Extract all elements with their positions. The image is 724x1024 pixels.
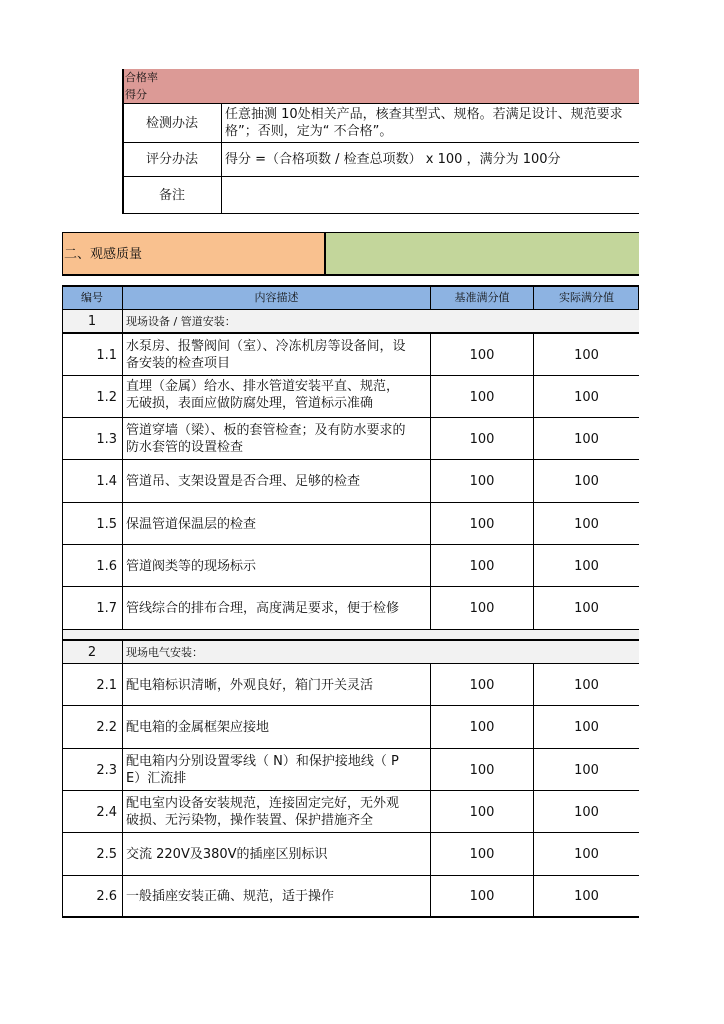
section-title-text: 二、观感质量 — [64, 246, 143, 262]
item-base: 100 — [469, 600, 495, 616]
item-actual: 100 — [574, 677, 599, 693]
item-base: 100 — [469, 474, 495, 489]
item-desc: 直埋（金属）给水、排水管道安装平直、规范，无破损，表面应做防腐处理，管道标示准确 — [126, 379, 400, 411]
grid-h — [62, 459, 639, 460]
item-desc: 水泵房、报警阀间（室）、冷冻机房等设备间，设备安装的检查项目 — [126, 339, 406, 371]
grid-h — [62, 832, 639, 833]
item-desc: 一般插座安装正确、规范，适于操作 — [126, 889, 335, 904]
item-desc: 管道阀类等的现场标示 — [126, 558, 257, 574]
grid-v-desc — [430, 285, 431, 310]
grid-h — [62, 285, 639, 287]
item-base: 100 — [469, 389, 495, 405]
item-actual: 100 — [574, 389, 599, 405]
item-actual: 100 — [574, 474, 599, 489]
group2-title: 现场电气安装： — [126, 645, 203, 659]
grid-h — [62, 639, 639, 641]
scoring-label: 评分办法 — [145, 152, 198, 167]
header-no: 编号 — [81, 291, 103, 304]
item-desc: 配电箱的金属框架应接地 — [126, 720, 270, 735]
grid-v-base — [533, 285, 534, 310]
item-no: 1.1 — [96, 347, 117, 363]
title-border-top — [62, 232, 639, 233]
item-actual: 100 — [574, 600, 599, 616]
item-actual: 100 — [574, 804, 599, 820]
header-actual: 实际满分值 — [559, 291, 614, 304]
title-border-left — [62, 232, 63, 276]
item-actual: 100 — [574, 516, 599, 532]
grid-h — [62, 586, 639, 587]
top-section — [0, 0, 724, 215]
grid-h — [62, 332, 639, 334]
grid-v-no — [122, 639, 123, 918]
grid-h — [62, 790, 639, 791]
item-desc: 交流 220V及380V的插座区别标识 — [126, 847, 328, 862]
group1-no: 1 — [87, 314, 97, 329]
grid-h — [62, 309, 639, 310]
item-base: 100 — [469, 558, 495, 574]
item-actual: 100 — [574, 889, 599, 904]
remarks-label: 备注 — [158, 187, 185, 203]
item-base: 100 — [469, 516, 495, 532]
grid-h — [62, 417, 639, 418]
item-base: 100 — [469, 804, 495, 820]
header-desc: 内容描述 — [254, 291, 299, 304]
grid-v-desc — [430, 663, 431, 918]
item-no: 1.2 — [96, 389, 117, 405]
title-border-bottom — [62, 274, 639, 276]
grid-v-base — [533, 663, 534, 918]
grid-h — [62, 663, 639, 664]
item-no: 1.5 — [96, 516, 117, 532]
item-no: 1.6 — [96, 558, 117, 574]
score-label: 得分 — [125, 88, 147, 101]
grid-h — [62, 502, 639, 503]
grid-h — [62, 748, 639, 749]
item-desc: 管道穿墙（梁）、板的套管检查；及有防水要求的防水套管的设置检查 — [126, 423, 406, 455]
top-border-3 — [122, 176, 639, 177]
item-no: 2.5 — [96, 847, 117, 862]
group1-title: 现场设备 / 管道安装： — [126, 315, 236, 328]
remarks-text — [222, 177, 639, 213]
grid-v-desc — [430, 332, 431, 630]
method-label: 检测办法 — [145, 115, 198, 131]
section-title — [62, 233, 325, 275]
item-no: 1.3 — [96, 431, 117, 447]
section-title-green — [325, 233, 639, 275]
method-text: 任意抽测 10处相关产品，核查其型式、规格。若满足设计、规范要求格”；否则，定为“ 不合格”。 — [225, 107, 623, 139]
item-actual: 100 — [574, 558, 599, 574]
pass-rate-row — [122, 69, 639, 86]
item-no: 2.6 — [96, 889, 117, 904]
item-base: 100 — [469, 720, 495, 735]
scoring-text: 得分 =（合格项数 / 检查总项数） x 100 ，满分为 100分 — [225, 152, 561, 167]
title-border-mid — [324, 232, 326, 276]
item-no: 1.4 — [96, 474, 117, 489]
item-desc: 管道吊、支架设置是否合理、足够的检查 — [126, 474, 361, 489]
grid-h — [62, 705, 639, 706]
item-no: 2.2 — [96, 720, 117, 735]
grid-v-right — [638, 285, 639, 310]
grid-h — [62, 375, 639, 376]
top-border-mid — [221, 103, 222, 214]
item-actual: 100 — [574, 762, 599, 778]
item-base: 100 — [469, 847, 495, 862]
grid-h — [62, 629, 639, 630]
grid-v-no — [122, 285, 123, 630]
top-border-1 — [122, 103, 639, 104]
item-desc: 配电室内设备安装规范，连接固定完好，无外观破损、无污染物，操作装置、保护措施齐全 — [126, 796, 400, 828]
item-actual: 100 — [574, 720, 599, 735]
grid-h — [62, 916, 639, 918]
item-desc: 配电箱内分别设置零线（ N）和保护接地线（ PE）汇流排 — [126, 754, 399, 786]
item-base: 100 — [469, 677, 495, 693]
top-border-2 — [122, 142, 639, 143]
item-no: 2.1 — [96, 677, 117, 693]
grid-v-left — [62, 285, 63, 918]
item-no: 2.4 — [96, 804, 117, 820]
item-no: 1.7 — [96, 600, 117, 616]
grid-h — [62, 544, 639, 545]
grid-v-base — [533, 332, 534, 630]
item-actual: 100 — [574, 847, 599, 862]
item-base: 100 — [469, 347, 495, 363]
item-actual: 100 — [574, 347, 599, 363]
group2-no: 2 — [87, 644, 97, 660]
gap-row — [62, 630, 639, 639]
item-base: 100 — [469, 431, 495, 447]
top-border-4 — [122, 213, 639, 214]
header-base: 基准满分值 — [454, 291, 510, 304]
grid-h — [62, 875, 639, 876]
item-base: 100 — [469, 762, 495, 778]
score-row — [122, 86, 639, 103]
item-desc: 配电箱标识清晰，外观良好，箱门开关灵活 — [126, 677, 374, 693]
item-base: 100 — [469, 889, 495, 904]
pass-rate-label: 合格率 — [125, 71, 158, 84]
item-desc: 保温管道保温层的检查 — [126, 516, 257, 532]
item-actual: 100 — [574, 431, 599, 447]
item-desc: 管线综合的排布合理，高度满足要求，便于检修 — [126, 600, 400, 616]
item-no: 2.3 — [96, 762, 117, 778]
